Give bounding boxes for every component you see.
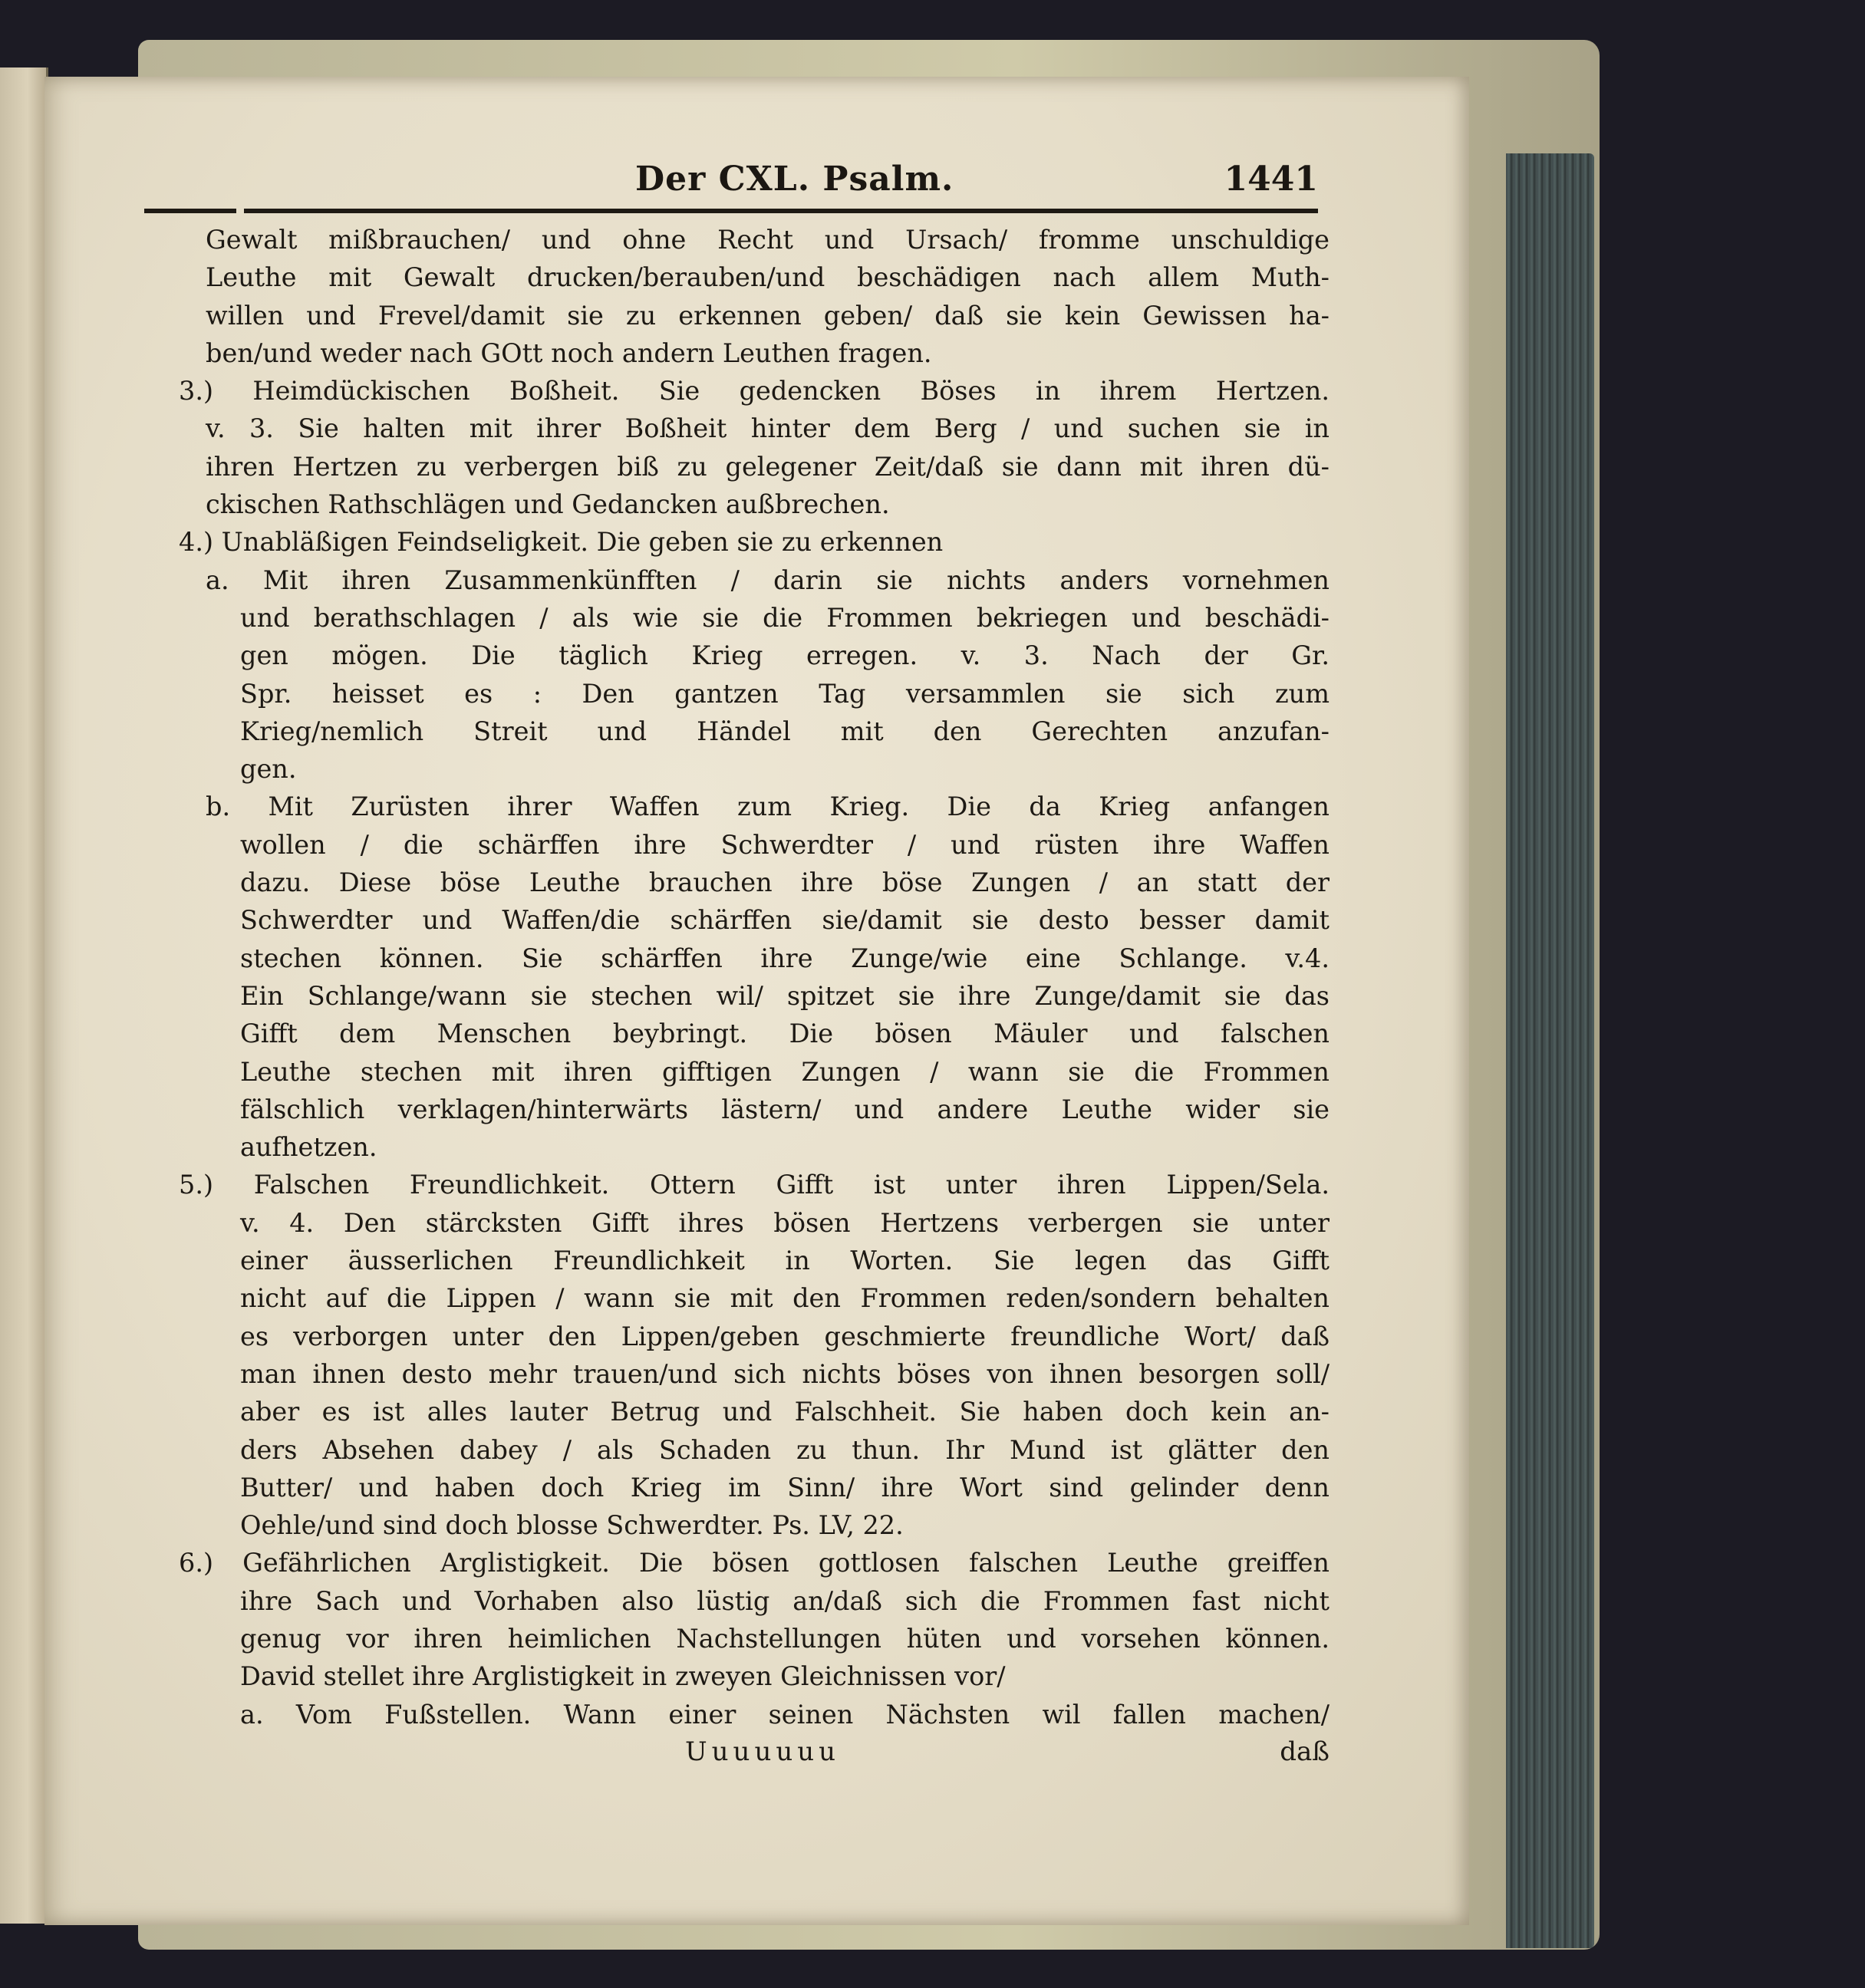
- text-line: a. Vom Fußstellen. Wann einer seinen Nächsten wil fallen machen/: [240, 1699, 1330, 1730]
- text-line: 3.) Heimdückischen Boßheit. Sie gedencken Böses in ihrem Hertzen.: [179, 376, 1330, 406]
- catchword: daß: [1280, 1736, 1330, 1767]
- text-line: fälschlich verklagen/hinterwärts lästern/ und andere Leuthe wider sie: [240, 1094, 1330, 1124]
- page-footer: [179, 1733, 1330, 1771]
- body-text: [179, 221, 1330, 1771]
- text-line: David stellet ihre Arglistigkeit in zweyen Gleichnissen vor/: [240, 1661, 1006, 1692]
- text-line: ckischen Rathschlägen und Gedancken außbrechen.: [206, 489, 890, 520]
- text-line: Leuthe mit Gewalt drucken/berauben/und beschädigen nach allem Muth-: [206, 262, 1330, 293]
- text-line: Leuthe stechen mit ihren gifftigen Zungen / wann sie die Frommen: [240, 1056, 1330, 1087]
- running-title: Der CXL. Psalm.: [635, 160, 954, 199]
- page-edges: [1506, 153, 1594, 1948]
- text-line: aufhetzen.: [240, 1132, 377, 1163]
- text-line: nicht auf die Lippen / wann sie mit den Frommen reden/sondern behalten: [240, 1283, 1330, 1314]
- text-line: ders Absehen dabey / als Schaden zu thun. Ihr Mund ist glätter den: [240, 1434, 1330, 1465]
- text-line: Oehle/und sind doch blosse Schwerdter. Ps. LV, 22.: [240, 1510, 904, 1541]
- text-line: a. Mit ihren Zusammenkünfften / darin sie nichts anders vornehmen: [206, 564, 1330, 595]
- text-line: Gifft dem Menschen beybringt. Die bösen Mäuler und falschen: [240, 1019, 1330, 1049]
- book-page: [44, 77, 1469, 1925]
- text-line: ihren Hertzen zu verbergen biß zu gelegener Zeit/daß sie dann mit ihren dü-: [206, 451, 1330, 482]
- facing-page-edge: [0, 67, 48, 1924]
- text-line: willen und Frevel/damit sie zu erkennen geben/ daß sie kein Gewissen ha-: [206, 300, 1330, 331]
- page-number: 1441: [1224, 160, 1318, 199]
- text-line: Spr. heisset es : Den gantzen Tag versammlen sie sich zum: [240, 678, 1330, 709]
- text-line: man ihnen desto mehr trauen/und sich nichts böses von ihnen besorgen soll/: [240, 1358, 1330, 1389]
- header-rule-gap: [236, 208, 244, 214]
- text-line: v. 3. Sie halten mit ihrer Boßheit hinter dem Berg / und suchen sie in: [206, 413, 1330, 444]
- text-line: genug vor ihren heimlichen Nachstellungen hüten und vorsehen können.: [240, 1623, 1330, 1654]
- text-line: gen mögen. Die täglich Krieg erregen. v. 3. Nach der Gr.: [240, 640, 1330, 671]
- text-line: Ein Schlange/wann sie stechen wil/ spitzet sie ihre Zunge/damit sie das: [240, 980, 1330, 1011]
- text-line: 4.) Unabläßigen Feindseligkeit. Die geben sie zu erkennen: [179, 527, 944, 558]
- text-line: und berathschlagen / als wie sie die Frommen bekriegen und beschädi-: [240, 602, 1330, 633]
- header-rule: [144, 209, 1318, 213]
- text-line: gen.: [240, 754, 297, 785]
- text-line: aber es ist alles lauter Betrug und Falschheit. Sie haben doch kein an-: [240, 1397, 1330, 1427]
- text-line: stechen können. Sie schärffen ihre Zunge/wie eine Schlange. v.4.: [240, 943, 1330, 973]
- text-line: 6.) Gefährlichen Arglistigkeit. Die bösen gottlosen falschen Leuthe greiffen: [179, 1548, 1330, 1578]
- text-line: Butter/ und haben doch Krieg im Sinn/ ihre Wort sind gelinder denn: [240, 1472, 1330, 1503]
- text-line: wollen / die schärffen ihre Schwerdter / und rüsten ihre Waffen: [240, 829, 1330, 860]
- text-line: Krieg/nemlich Streit und Händel mit den Gerechten anzufan-: [240, 716, 1330, 746]
- text-line: v. 4. Den stärcksten Gifft ihres bösen Hertzens verbergen sie unter: [240, 1207, 1330, 1238]
- text-line: Gewalt mißbrauchen/ und ohne Recht und Ursach/ fromme unschuldige: [206, 225, 1330, 255]
- text-line: Schwerdter und Waffen/die schärffen sie/damit sie desto besser damit: [240, 905, 1330, 936]
- text-line: ihre Sach und Vorhaben also lüstig an/daß sich die Frommen fast nicht: [240, 1585, 1330, 1616]
- text-line: b. Mit Zurüsten ihrer Waffen zum Krieg. Die da Krieg anfangen: [206, 792, 1330, 822]
- text-line: es verborgen unter den Lippen/geben geschmierte freundliche Wort/ daß: [240, 1321, 1330, 1351]
- page-header: [144, 160, 1318, 213]
- text-line: dazu. Diese böse Leuthe brauchen ihre böse Zungen / an statt der: [240, 867, 1330, 898]
- text-line: ben/und weder nach GOtt noch andern Leuthen fragen.: [206, 337, 932, 368]
- text-line: einer äusserlichen Freundlichkeit in Worten. Sie legen das Gifft: [240, 1246, 1330, 1276]
- text-line: 5.) Falschen Freundlichkeit. Ottern Gifft ist unter ihren Lippen/Sela.: [179, 1170, 1330, 1200]
- signature-mark: Uuuuuuu: [685, 1736, 841, 1767]
